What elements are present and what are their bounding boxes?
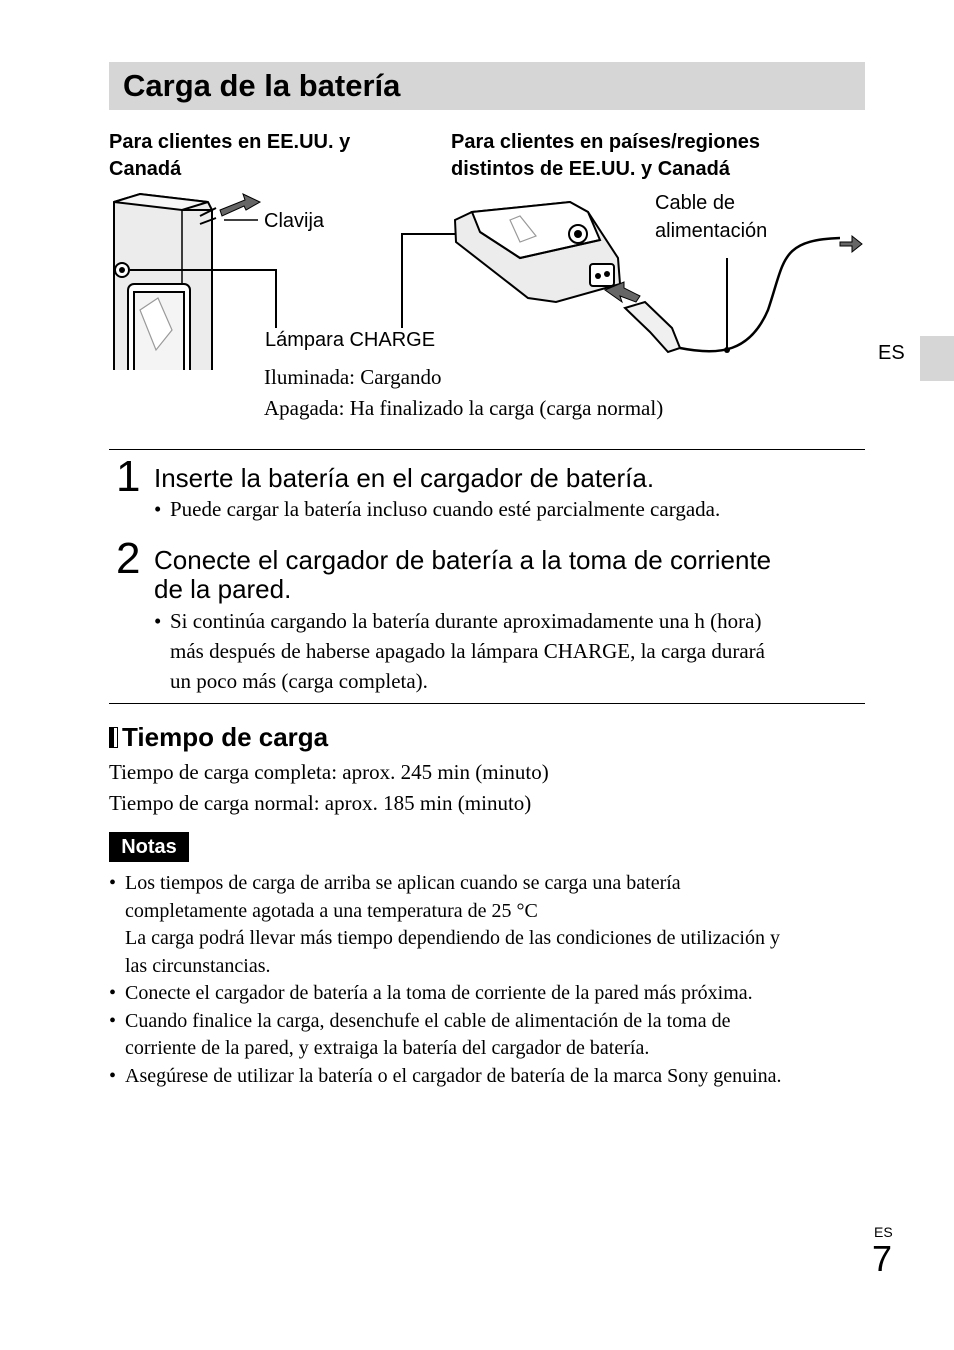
footer-language: ES	[874, 1224, 893, 1240]
label-power-cable: Cable de alimentación	[655, 192, 768, 242]
arrow-cord	[840, 236, 862, 252]
step-2-bullet: • Si continúa cargando la batería durante aproximadamente una h (hora) más después de haberse apagado la lámpara CHARGE, la carga durará un poco más (carga completa).	[154, 609, 765, 693]
charge-time-normal: Tiempo de carga normal: aprox. 185 min (minuto)	[109, 791, 532, 815]
language-tab-marker	[920, 336, 954, 381]
note-item: • Cuando finalice la carga, desenchufe el cable de alimentación de la toma de corriente de la pared, y extraiga la batería del cargador de batería.	[109, 1009, 731, 1059]
label-clavija: Clavija	[264, 210, 325, 232]
note-item: • Los tiempos de carga de arriba se aplican cuando se carga una batería completamente agotada a una temperatura de 25 °C La carga podrá llevar más tiempo dependiendo de las condiciones de utilización y las circunstancias.	[109, 872, 780, 977]
arrow-clavija	[220, 194, 260, 216]
note-item: • Conecte el cargador de batería a la toma de corriente de la pared más próxima.	[109, 982, 753, 1004]
step-1-bullet: • Puede cargar la batería incluso cuando esté parcialmente cargada.	[154, 497, 721, 521]
notes-list	[109, 870, 869, 1090]
step-2-text: Conecte el cargador de batería a la toma de corriente de la pared.	[154, 545, 772, 604]
language-tab-label: ES	[878, 342, 905, 364]
notes-label: Notas	[109, 832, 189, 862]
region-heading-other: Para clientes en países/regiones distintos de EE.UU. y Canadá	[451, 131, 761, 180]
divider-bottom	[109, 703, 865, 704]
section-marker-icon	[109, 727, 118, 748]
intl-charger-drawing	[455, 202, 620, 302]
charge-time-full: Tiempo de carga completa: aprox. 245 min (minuto)	[109, 760, 549, 784]
subsection-heading: Tiempo de carga	[109, 722, 328, 753]
divider-top	[109, 449, 865, 450]
step-1-number: 1	[116, 452, 141, 501]
section-title-bar	[109, 62, 865, 110]
step-2-number: 2	[116, 534, 141, 583]
label-charge-lamp: Lámpara CHARGE	[265, 329, 436, 351]
step-1-text: Inserte la batería en el cargador de batería.	[154, 463, 655, 493]
note-item: • Asegúrese de utilizar la batería o el cargador de batería de la marca Sony genuina.	[109, 1064, 782, 1087]
page-title: Carga de la batería	[123, 68, 401, 103]
label-lamp-off: Apagada: Ha finalizado la carga (carga normal)	[264, 396, 664, 420]
region-heading-us-canada: Para clientes en EE.UU. y Canadá	[109, 131, 351, 180]
label-lamp-lit: Iluminada: Cargando	[264, 365, 442, 389]
power-cord-drawing	[625, 238, 840, 353]
us-charger-drawing	[114, 194, 216, 370]
page-number: 7	[872, 1238, 893, 1279]
